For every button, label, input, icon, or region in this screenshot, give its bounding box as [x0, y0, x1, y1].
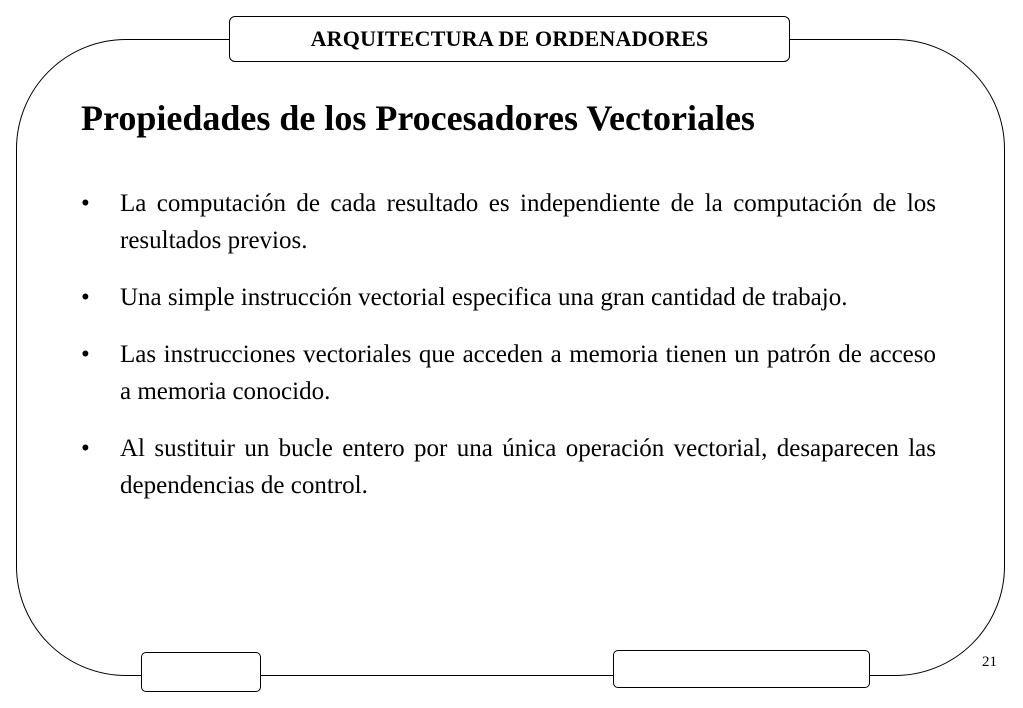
bullet-text: La computación de cada resultado es independiente de la computación de los resultados previos.	[120, 190, 936, 254]
page-number: 21	[982, 654, 997, 670]
bullet-dot-icon: •	[81, 190, 90, 217]
bullet-dot-icon: •	[81, 341, 90, 368]
slide-title: Propiedades de los Procesadores Vectoriales	[81, 98, 755, 138]
bullet-item	[81, 430, 936, 504]
header-course-title-box	[229, 16, 790, 62]
bullet-text: Al sustituir un bucle entero por una única operación vectorial, desaparecen las dependencias de control.	[120, 435, 936, 499]
bullet-item	[81, 279, 936, 316]
bullet-dot-icon: •	[81, 284, 90, 311]
bullet-item	[81, 336, 936, 410]
bullet-dot-icon: •	[81, 435, 90, 462]
bullet-item	[81, 185, 936, 259]
course-title: ARQUITECTURA DE ORDENADORES	[310, 26, 709, 51]
footer-box-left	[141, 652, 261, 692]
bullet-list	[81, 185, 936, 524]
footer-box-right	[613, 650, 870, 688]
bullet-text: Una simple instrucción vectorial especifica una gran cantidad de trabajo.	[120, 284, 848, 311]
bullet-text: Las instrucciones vectoriales que acceden a memoria tienen un patrón de acceso a memoria conocido.	[120, 341, 936, 405]
